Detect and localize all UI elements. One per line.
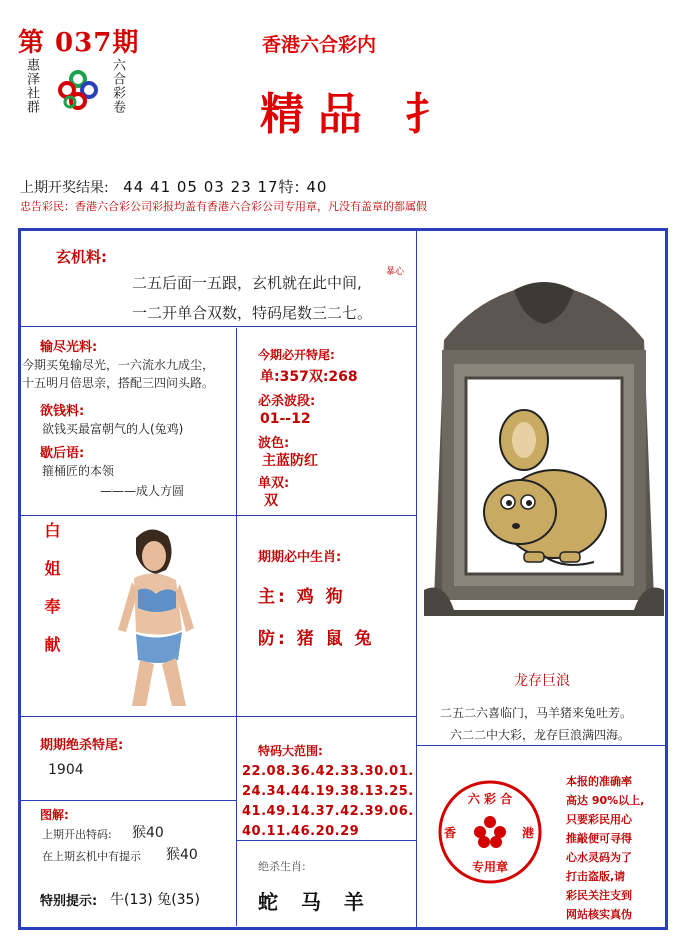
seal-top: 六 彩 合 bbox=[467, 792, 513, 806]
xiehouyu-answer: ———成人方圆 bbox=[100, 484, 185, 498]
picture-verse2: 六二二中大彩，龙存巨浪满四海。 bbox=[450, 728, 631, 742]
seal-stamp bbox=[436, 778, 544, 886]
qianqian-text: 欲钱买最富朝气的人(兔鸡) bbox=[42, 422, 184, 436]
accuracy-line: 高达 90%以上, bbox=[566, 794, 645, 807]
seal-right: 港 bbox=[522, 826, 535, 840]
seal-bottom: 专用章 bbox=[471, 860, 508, 874]
diagram-line2-label: 在上期玄机中有提示 bbox=[42, 850, 141, 863]
accuracy-line: 彩民关注支到 bbox=[566, 889, 632, 902]
range-line: 40.11.46.20.29 bbox=[242, 824, 360, 839]
last-results bbox=[20, 176, 327, 197]
shujin-line1: 今期买兔输尽光，一六流水九成尘， bbox=[22, 358, 215, 372]
range-line: 41.49.14.37.42.39.06. bbox=[242, 804, 414, 819]
color-label: 波色: bbox=[258, 436, 290, 451]
hint-value: 牛(13) 兔(35) bbox=[110, 892, 200, 908]
diagram-label: 图解: bbox=[40, 808, 69, 822]
shujin-label: 输尽光料: bbox=[40, 340, 98, 355]
kill-zodiac-label: 绝杀生肖: bbox=[258, 860, 306, 873]
zodiac-main: 主: 鸡 狗 bbox=[258, 587, 346, 607]
xiehouyu-label: 歇后语: bbox=[40, 446, 85, 461]
xuanji-side: 暴心 bbox=[386, 267, 405, 277]
special-tail-value: 单:357双:268 bbox=[260, 369, 358, 385]
range-lines bbox=[242, 762, 414, 842]
last-results-numbers: 44 41 05 03 23 17特: 40 bbox=[123, 178, 328, 196]
accuracy-line: 打击盗版,请 bbox=[566, 870, 626, 883]
brand-left: 惠泽社群 bbox=[24, 58, 39, 114]
range-line: 24.34.44.19.38.13.25. bbox=[242, 784, 414, 799]
accuracy-line: 推敲便可寻得 bbox=[566, 832, 632, 845]
last-results-label: 上期开奖结果: bbox=[20, 180, 109, 196]
ornate-frame-mouse-picture bbox=[424, 280, 664, 620]
accuracy-line: 只要彩民用心 bbox=[566, 813, 632, 826]
brand-right: 六合彩卷 bbox=[110, 58, 125, 114]
sister-text: 白姐奉献 bbox=[42, 522, 61, 674]
xuanji-line1: 二五后面一五跟，玄机就在此中间, bbox=[132, 274, 362, 292]
kill-tail-label: 期期绝杀特尾: bbox=[40, 738, 124, 753]
xuanji-label: 玄机料: bbox=[56, 248, 107, 266]
seal-left: 香 bbox=[444, 826, 457, 840]
range-line: 22.08.36.42.33.30.01. bbox=[242, 764, 414, 779]
shujin-line2: 十五明月倍思亲，搭配三四问头路。 bbox=[22, 376, 215, 390]
color-value: 主蓝防红 bbox=[262, 453, 318, 469]
zodiac-backup: 防: 猪 鼠 兔 bbox=[258, 629, 375, 649]
lottery-logo-icon bbox=[56, 68, 100, 116]
wave-value: 01--12 bbox=[260, 411, 311, 427]
model-photo bbox=[96, 520, 206, 714]
accuracy-line: 网站核实真伪 bbox=[566, 908, 632, 921]
wave-label: 必杀波段: bbox=[258, 394, 316, 409]
range-label: 特码大范围: bbox=[258, 744, 323, 758]
parity-value: 双 bbox=[264, 493, 278, 509]
parity-label: 单双: bbox=[258, 476, 290, 491]
kill-tail-value: 1904 bbox=[48, 762, 84, 778]
accuracy-notice bbox=[566, 772, 644, 924]
kill-zodiac-value: 蛇 马 羊 bbox=[258, 890, 372, 914]
picture-caption: 龙存巨浪 bbox=[514, 673, 570, 689]
xiehouyu-text: 箍桶匠的本领 bbox=[42, 464, 115, 478]
qianqian-label: 欲钱料: bbox=[40, 404, 85, 419]
special-tail-label: 今期必开特尾: bbox=[258, 348, 335, 362]
accuracy-line: 本报的准确率 bbox=[566, 775, 632, 788]
accuracy-line: 心水灵码为了 bbox=[566, 851, 632, 864]
warning-notice: 忠告彩民：香港六合彩公司彩报均盖有香港六合彩公司专用章，凡没有盖章的都属假 bbox=[20, 200, 427, 213]
diagram-line1-label: 上期开出特码: bbox=[42, 828, 112, 841]
title-small: 香港六合彩内 bbox=[262, 34, 377, 56]
issue-number: 第 037期 bbox=[18, 28, 140, 58]
title-big: 精品 扌 bbox=[260, 89, 464, 140]
diagram-line2-value: 猴40 bbox=[166, 847, 198, 863]
zodiac-label: 期期必中生肖: bbox=[258, 550, 342, 565]
hint-label: 特别提示: bbox=[40, 894, 98, 909]
xuanji-line2: 一二开单合双数，特码尾数三二七。 bbox=[132, 304, 373, 322]
diagram-line1-value: 猴40 bbox=[132, 825, 164, 841]
picture-verse1: 二五二六喜临门，马羊猪来兔吐芳。 bbox=[440, 706, 633, 720]
